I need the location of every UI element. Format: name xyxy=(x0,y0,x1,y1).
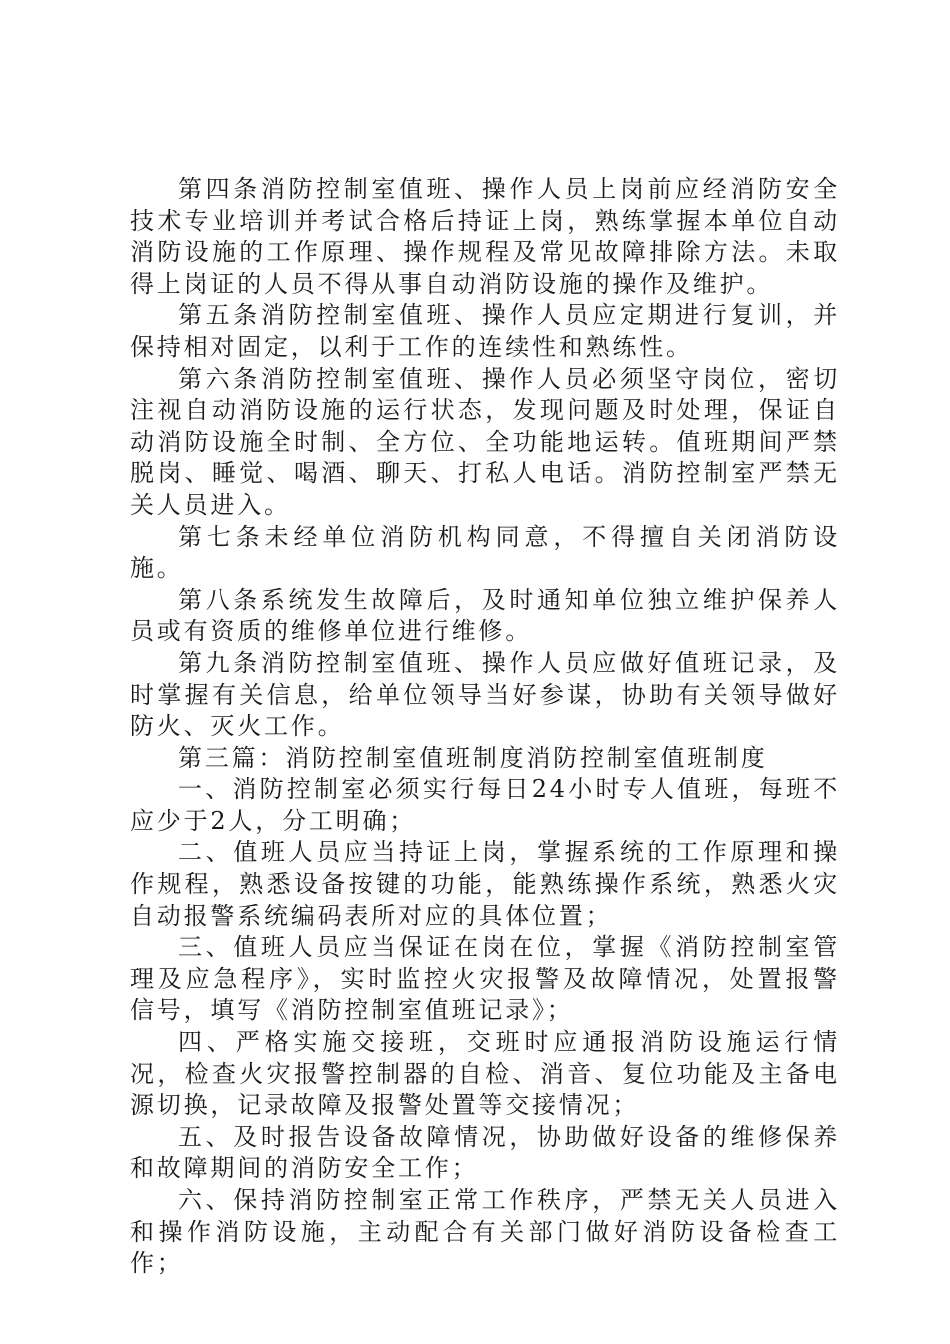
paragraph-item-5: 五、及时报告设备故障情况，协助做好设备的维修保养和故障期间的消防安全工作； xyxy=(130,1122,840,1183)
paragraph-article-8: 第八条系统发生故障后，及时通知单位独立维护保养人员或有资质的维修单位进行维修。 xyxy=(130,585,840,646)
paragraph-article-9: 第九条消防控制室值班、操作人员应做好值班记录，及时掌握有关信息，给单位领导当好参谋，协助有关领导做好防火、灭火工作。 xyxy=(130,648,840,741)
paragraph-item-4: 四、严格实施交接班，交班时应通报消防设施运行情况，检查火灾报警控制器的自检、消音、复位功能及主备电源切换，记录故障及报警处置等交接情况； xyxy=(130,1028,840,1120)
paragraph-article-5: 第五条消防控制室值班、操作人员应定期进行复训，并保持相对固定，以利于工作的连续性和熟练性。 xyxy=(130,301,840,361)
paragraph-article-6: 第六条消防控制室值班、操作人员必须坚守岗位，密切注视自动消防设施的运行状态，发现问题及时处理，保证自动消防设施全时制、全方位、全功能地运转。值班期间严禁脱岗、睡觉、喝酒、聊天、打私人电话。消防控制室严禁无关人员进入。 xyxy=(130,364,840,519)
paragraph-article-4: 第四条消防控制室值班、操作人员上岗前应经消防安全技术专业培训并考试合格后持证上岗，熟练掌握本单位自动消防设施的工作原理、操作规程及常见故障排除方法。未取得上岗证的人员不得从事自动消防设施的操作及维护。 xyxy=(130,175,840,298)
section-heading: 第三篇：消防控制室值班制度消防控制室值班制度 xyxy=(178,743,768,772)
document-body xyxy=(130,174,840,1280)
paragraph-article-7: 第七条未经单位消防机构同意，不得擅自关闭消防设施。 xyxy=(130,522,840,583)
paragraph-item-6: 六、保持消防控制室正常工作秩序，严禁无关人员进入和操作消防设施，主动配合有关部门做好消防设备检查工作； xyxy=(130,1186,840,1278)
paragraph-item-1: 一、消防控制室必须实行每日24小时专人值班，每班不应少于2人，分工明确； xyxy=(130,775,840,835)
paragraph-item-3: 三、值班人员应当保证在岗在位，掌握《消防控制室管理及应急程序》，实时监控火灾报警及故障情况，处置报警信号，填写《消防控制室值班记录》； xyxy=(130,933,840,1025)
paragraph-item-2: 二、值班人员应当持证上岗，掌握系统的工作原理和操作规程，熟悉设备按键的功能，能熟练操作系统，熟悉火灾自动报警系统编码表所对应的具体位置； xyxy=(130,838,840,930)
